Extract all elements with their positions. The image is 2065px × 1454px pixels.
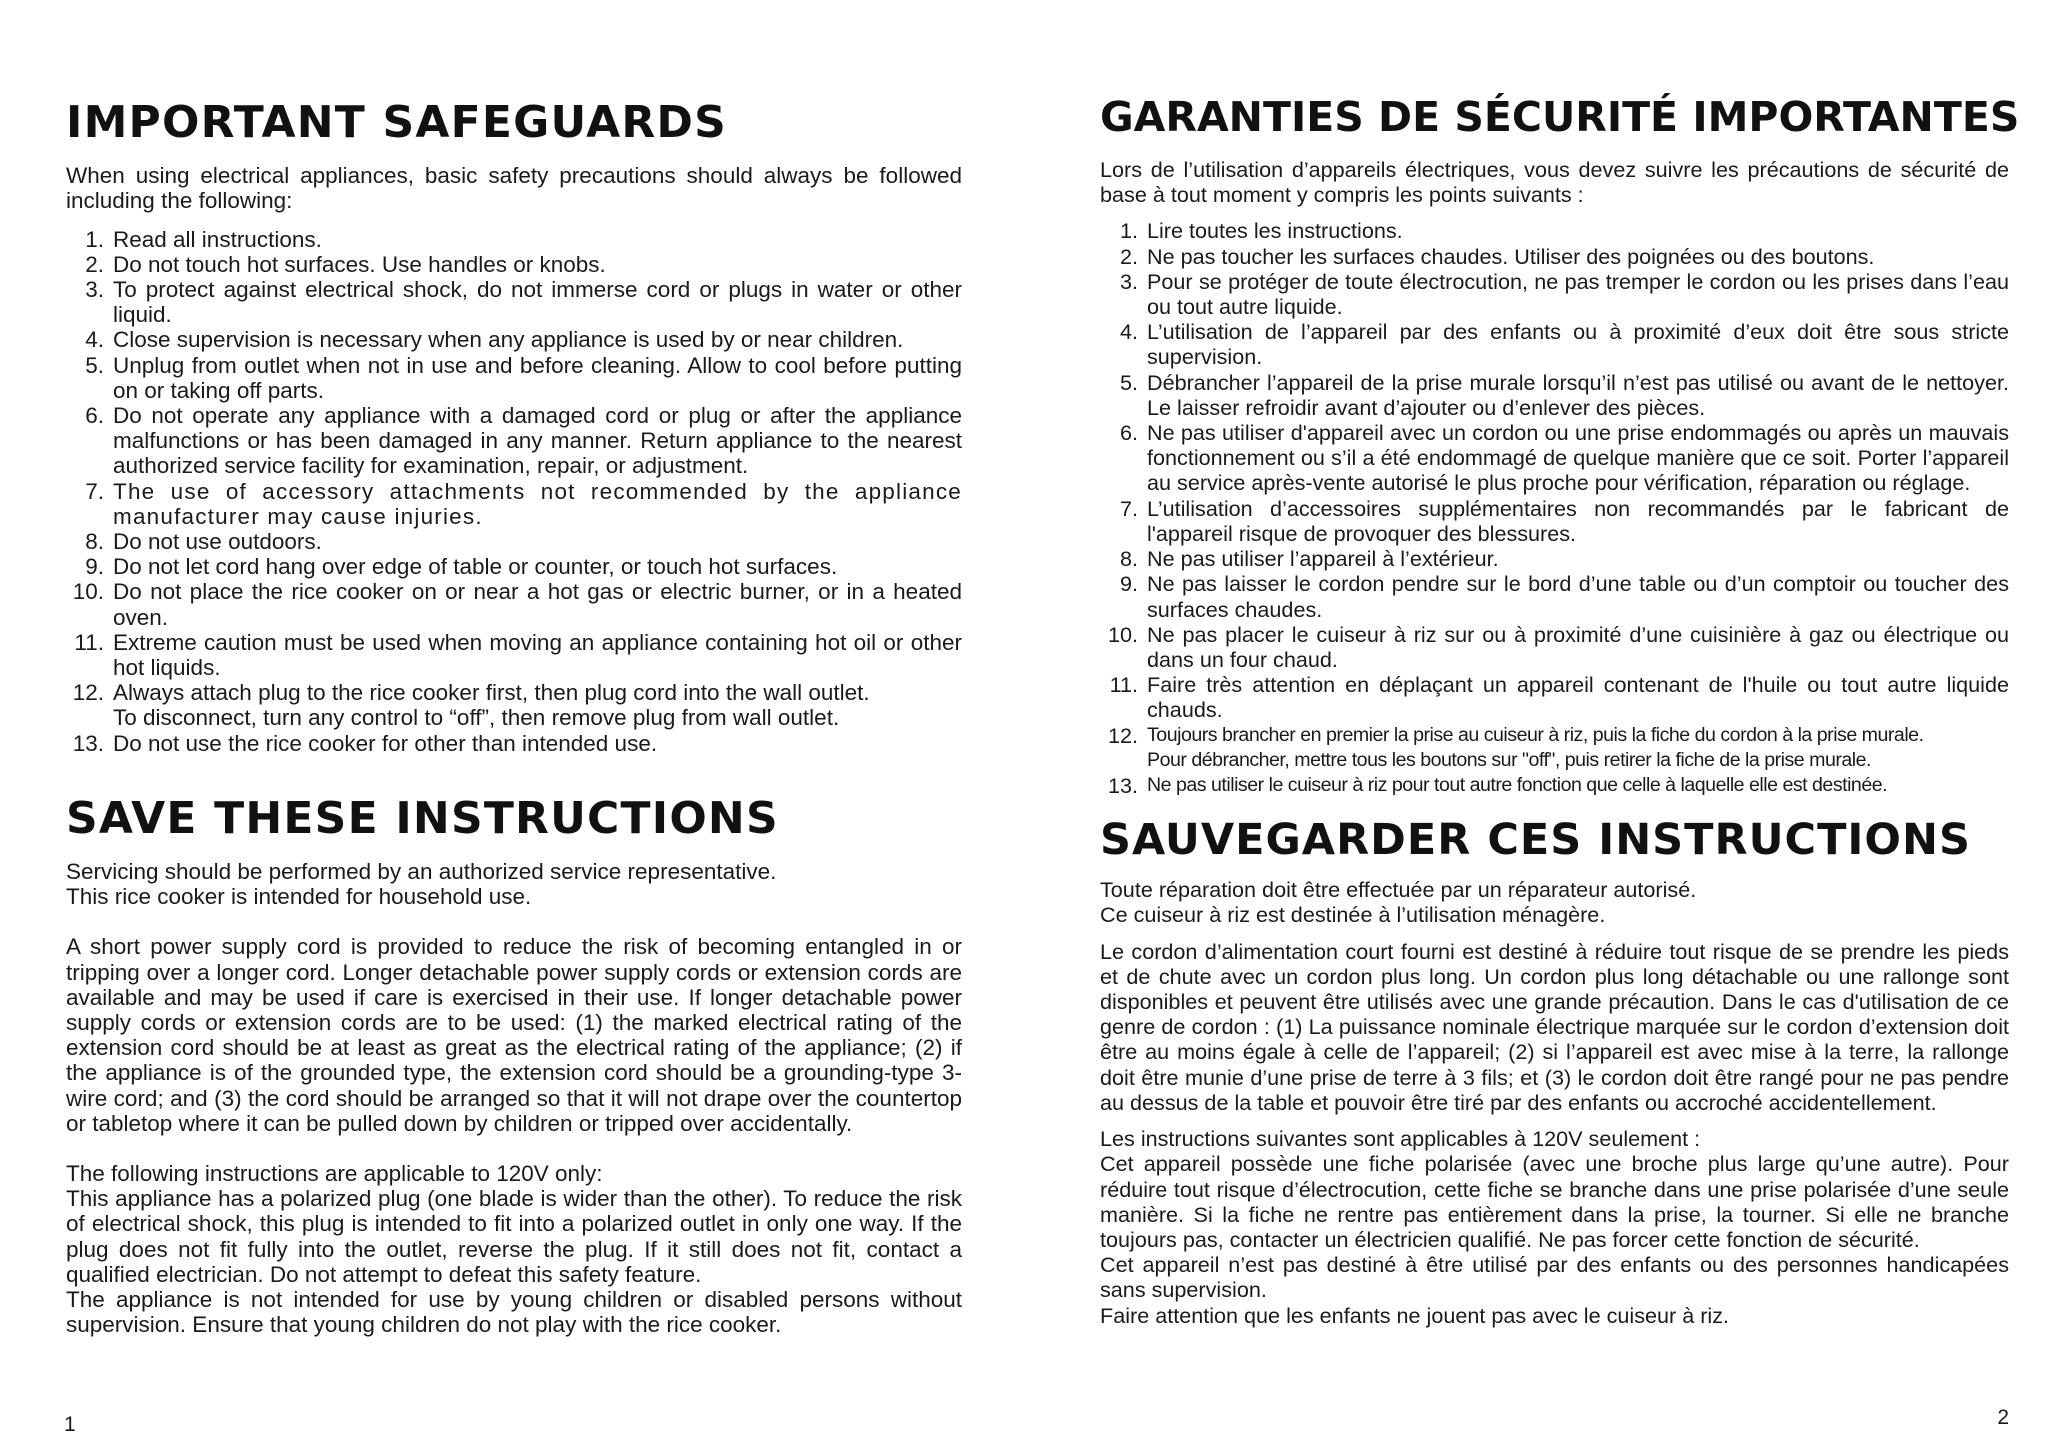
list-item: 6. Ne pas utiliser d'appareil avec un cordon ou une prise endommagés ou après un mauvais fonctionnement ou s’il a été endommagé de quelque manière que ce soit. Porter l’appareil au service après-vente autorisé le plus proche pour vérification, réparation ou réglage. bbox=[1119, 420, 2009, 496]
sauvegarder-heading: SAUVEGARDER CES INSTRUCTIONS bbox=[1100, 815, 1971, 866]
list-item: 8. Do not use outdoors. bbox=[85, 529, 322, 555]
save-instructions-heading: SAVE THESE INSTRUCTIONS bbox=[66, 792, 779, 844]
list-item: 13. Ne pas utiliser le cuiseur à riz pour tout autre fonction que celle à laquelle elle est destinée. bbox=[1107, 772, 1888, 798]
page-number: 2 bbox=[1997, 1406, 2009, 1429]
garanties-intro: Lors de l’utilisation d’appareils électriques, vous devez suivre les précautions de sécurité de base à tout moment y compris les points suivants : bbox=[1100, 157, 2009, 208]
list-item: 5. Unplug from outlet when not in use and before cleaning. Allow to cool before putting on or taking off parts. bbox=[85, 352, 962, 403]
surveillance-enfants-text: Faire attention que les enfants ne jouent pas avec le cuiseur à riz. bbox=[1100, 1302, 1729, 1328]
list-item: 8. Ne pas utiliser l’appareil à l’extérieur. bbox=[1119, 546, 1499, 572]
list-item: 9. Ne pas laisser le cordon pendre sur le bord d’une table ou d’un comptoir ou toucher des surfaces chaudes. bbox=[1119, 571, 2009, 622]
list-item: 10. Do not place the rice cooker on or near a hot gas or electric burner, or in a heated oven. bbox=[72, 579, 962, 630]
list-item: 2. Ne pas toucher les surfaces chaudes. Utiliser des poignées ou des boutons. bbox=[1119, 243, 1875, 269]
not-intended-text: The appliance is not intended for use by young children or disabled persons without supervision. Ensure that young children do not play with the rice cooker. bbox=[66, 1287, 962, 1338]
applicable-120v-text: Les instructions suivantes sont applicables à 120V seulement : bbox=[1100, 1126, 1701, 1152]
list-item: 4. Close supervision is necessary when any appliance is used by or near children. bbox=[85, 327, 904, 353]
garanties-list bbox=[1100, 218, 2009, 798]
list-item: 2. Do not touch hot surfaces. Use handles or knobs. bbox=[85, 251, 606, 277]
list-item: 11. Extreme caution must be used when moving an appliance containing hot oil or other hot liquids. bbox=[74, 629, 962, 681]
list-item: 13. Do not use the rice cooker for other than intended use. bbox=[72, 730, 658, 756]
non-destine-text: Cet appareil n’est pas destiné à être utilisé par des enfants ou des personnes handicapées sans supervision. bbox=[1100, 1252, 2009, 1303]
list-item: 7. L’utilisation d’accessoires supplémentaires non recommandés par le fabricant de l'appareil risque de provoquer des blessures. bbox=[1119, 495, 2009, 546]
safeguards-intro: When using electrical appliances, basic safety precautions should always be followed including the following: bbox=[66, 163, 962, 214]
list-item: 1. Read all instructions. bbox=[85, 226, 322, 252]
garanties-heading: GARANTIES DE SÉCURITÉ IMPORTANTES bbox=[1100, 93, 2020, 141]
polarized-plug-text: This appliance has a polarized plug (one blade is wider than the other). To reduce the risk of electrical shock, this plug is intended to fit into a polarized outlet in only one way. If the plug does not fit fully into the outlet, reverse the plug. If it still does not fit, contact a qualified electrician. Do not attempt to defeat this safety feature. bbox=[66, 1186, 962, 1287]
reparation-text: Toute réparation doit être effectuée par un réparateur autorisé. bbox=[1100, 877, 1697, 903]
list-item: 6. Do not operate any appliance with a damaged cord or plug or after the appliance malfunctions or has been damaged in any manner. Return appliance to the nearest authorized service facility for examination, repair, or adjustment. bbox=[85, 403, 962, 479]
safeguards-heading: IMPORTANT SAFEGUARDS bbox=[66, 97, 728, 148]
applicable-120v-text: The following instructions are applicable to 120V only: bbox=[66, 1161, 603, 1187]
list-item: 5. Débrancher l’appareil de la prise murale lorsqu’il n’est pas utilisé ou avant de le nettoyer. Le laisser refroidir avant d’ajouter ou d’enlever des pièces. bbox=[1119, 369, 2009, 420]
list-item: 9. Do not let cord hang over edge of table or counter, or touch hot surfaces. bbox=[85, 554, 838, 580]
list-item: 7. The use of accessory attachments not recommended by the appliance manufacturer may cause injuries. bbox=[85, 478, 962, 529]
list-item: 3. Pour se protéger de toute électrocution, ne pas tremper le cordon ou les prises dans l’eau ou tout autre liquide. bbox=[1119, 268, 2009, 320]
safeguards-list bbox=[66, 227, 962, 756]
fiche-polarisee-text: Cet appareil possède une fiche polarisée (avec une broche plus large qu’une autre). Pour réduire tout risque d’électrocution, cette fiche se branche dans une prise polarisée d’une seule manière. Si la fiche ne rentre pas entièrement dans la prise, la tourner. Si elle ne branche toujours pas, contacter un électricien qualifié. Ne pas forcer cette fonction de sécurité. bbox=[1100, 1151, 2009, 1252]
list-item: 11. Faire très attention en déplaçant un appareil contenant de l'huile ou tout autre liquide chauds. bbox=[1109, 672, 2009, 723]
servicing-text: Servicing should be performed by an authorized service representative. bbox=[66, 859, 777, 885]
page-right-french bbox=[1032, 0, 2065, 1454]
cordon-paragraph: Le cordon d’alimentation court fourni est destiné à réduire tout risque de se prendre les pieds et de chute avec un cordon plus long. Un cordon plus long détachable ou une rallonge sont disponibles et peuvent être utilisés avec une grande précaution. Dans le cas d'utilisation de ce genre de cordon : (1) La puissance nominale électrique marquée sur le cordon d’extension doit être au moins égale à celle de l’appareil; (2) si l’appareil est avec mise à la terre, la rallonge doit être munie d’une prise de terre à 3 fils; et (3) le cordon doit être rangé pour ne pas pendre au dessus de la table et pouvoir être tiré par des enfants ou accroché accidentellement. bbox=[1100, 938, 2009, 1115]
list-item: 1. Lire toutes les instructions. bbox=[1119, 218, 1403, 244]
cord-paragraph: A short power supply cord is provided to reduce the risk of becoming entangled in or tripping over a longer cord. Longer detachable power supply cords or extension cords are available and may be used if care is exercised in their use. If longer detachable power supply cords or extension cords are to be used: (1) the marked electrical rating of the extension cord should be at least as great as the electrical rating of the appliance; (2) if the appliance is of the grounded type, the extension cord should be a grounding-type 3-wire cord; and (3) the cord should be arranged so that it will not drape over the countertop or tabletop where it can be pulled down by children or tripped over accidentally. bbox=[66, 934, 962, 1136]
page-left-english bbox=[0, 0, 1032, 1454]
list-item: 12. Toujours brancher en premier la prise au cuiseur à riz, puis la fiche du cordon à la prise murale. Pour débrancher, mettre tous les boutons sur "off", puis retirer la fiche de la prise murale. bbox=[1107, 722, 1924, 771]
list-item: 10. Ne pas placer le cuiseur à riz sur ou à proximité d’une cuisinière à gaz ou électrique ou dans un four chaud. bbox=[1107, 621, 2009, 672]
list-item: 12. Always attach plug to the rice cooker first, then plug cord into the wall outlet. To disconnect, turn any control to “off”, then remove plug from wall outlet. bbox=[72, 680, 870, 731]
list-item: 3. To protect against electrical shock, do not immerse cord or plugs in water or other liquid. bbox=[85, 277, 962, 328]
usage-menager-text: Ce cuiseur à riz est destinée à l’utilisation ménagère. bbox=[1100, 902, 1606, 928]
household-text: This rice cooker is intended for household use. bbox=[66, 884, 532, 910]
list-item: 4. L’utilisation de l’appareil par des enfants ou à proximité d’eux doit être sous stricte supervision. bbox=[1119, 319, 2009, 370]
page-number: 1 bbox=[64, 1413, 76, 1436]
